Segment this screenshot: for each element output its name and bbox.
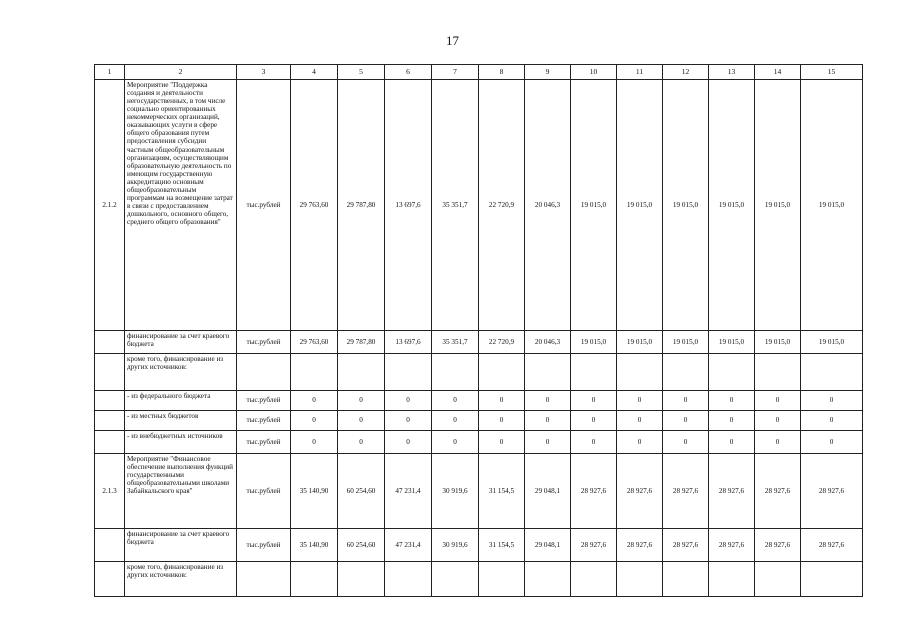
column-number-cell: 13	[709, 65, 755, 80]
column-number-cell: 3	[237, 65, 291, 80]
unit-cell	[237, 562, 291, 597]
value-cell: 28 927,6	[617, 454, 663, 529]
value-cell: 47 231,4	[385, 454, 432, 529]
column-number-cell: 4	[291, 65, 338, 80]
value-cell	[709, 354, 755, 391]
table-row	[95, 454, 863, 529]
column-number-cell: 1	[95, 65, 125, 80]
description-cell: финансирование за счет краевого бюджета	[125, 331, 237, 354]
value-cell: 28 927,6	[571, 529, 617, 562]
value-cell	[525, 354, 571, 391]
value-cell: 19 015,0	[755, 80, 801, 331]
value-cell: 29 763,60	[291, 80, 338, 331]
table-row	[95, 562, 863, 597]
value-cell: 29 787,80	[338, 331, 385, 354]
value-cell: 0	[801, 391, 863, 411]
description-cell: - из внебюджетных источников	[125, 431, 237, 454]
item-number-cell: 2.1.3	[95, 454, 125, 529]
value-cell: 0	[479, 431, 525, 454]
value-cell: 0	[525, 411, 571, 431]
value-cell: 0	[617, 391, 663, 411]
value-cell: 28 927,6	[663, 454, 709, 529]
column-number-cell: 10	[571, 65, 617, 80]
value-cell: 22 720,9	[479, 331, 525, 354]
value-cell	[801, 562, 863, 597]
value-cell: 29 787,80	[338, 80, 385, 331]
unit-cell: тыс.рублей	[237, 391, 291, 411]
value-cell	[291, 354, 338, 391]
column-number-cell: 11	[617, 65, 663, 80]
unit-cell: тыс.рублей	[237, 431, 291, 454]
value-cell: 35 351,7	[432, 331, 479, 354]
value-cell	[571, 354, 617, 391]
value-cell: 0	[385, 411, 432, 431]
value-cell: 13 697,6	[385, 331, 432, 354]
column-number-cell: 8	[479, 65, 525, 80]
item-number-cell	[95, 354, 125, 391]
value-cell	[617, 354, 663, 391]
item-number-cell	[95, 411, 125, 431]
value-cell: 0	[801, 431, 863, 454]
value-cell: 0	[291, 431, 338, 454]
value-cell: 19 015,0	[709, 80, 755, 331]
value-cell: 30 919,6	[432, 454, 479, 529]
value-cell: 0	[432, 391, 479, 411]
value-cell: 0	[663, 411, 709, 431]
value-cell: 28 927,6	[709, 529, 755, 562]
description-cell: - из федерального бюджета	[125, 391, 237, 411]
unit-cell: тыс.рублей	[237, 454, 291, 529]
value-cell: 19 015,0	[617, 331, 663, 354]
value-cell: 29 048,1	[525, 454, 571, 529]
description-cell: кроме того, финансирование из других источников:	[125, 562, 237, 597]
value-cell: 0	[432, 411, 479, 431]
table-row	[95, 529, 863, 562]
value-cell	[338, 562, 385, 597]
value-cell: 20 046,3	[525, 331, 571, 354]
table-row	[95, 431, 863, 454]
description-cell: кроме того, финансирование из других источников:	[125, 354, 237, 391]
value-cell: 0	[709, 411, 755, 431]
value-cell: 60 254,60	[338, 454, 385, 529]
value-cell: 0	[663, 431, 709, 454]
value-cell: 0	[663, 391, 709, 411]
value-cell: 0	[385, 431, 432, 454]
column-number-cell: 2	[125, 65, 237, 80]
value-cell: 19 015,0	[709, 331, 755, 354]
value-cell: 20 046,3	[525, 80, 571, 331]
value-cell: 28 927,6	[755, 454, 801, 529]
value-cell: 28 927,6	[709, 454, 755, 529]
column-number-cell: 15	[801, 65, 863, 80]
column-number-cell: 6	[385, 65, 432, 80]
item-number-cell: 2.1.2	[95, 80, 125, 331]
item-number-cell	[95, 529, 125, 562]
value-cell: 0	[385, 391, 432, 411]
table-row	[95, 411, 863, 431]
value-cell: 0	[571, 391, 617, 411]
value-cell: 47 231,4	[385, 529, 432, 562]
value-cell: 28 927,6	[571, 454, 617, 529]
value-cell: 29 763,60	[291, 331, 338, 354]
value-cell: 0	[338, 411, 385, 431]
budget-table	[94, 64, 863, 597]
value-cell: 0	[801, 411, 863, 431]
value-cell: 0	[709, 391, 755, 411]
value-cell: 31 154,5	[479, 529, 525, 562]
table-row	[95, 354, 863, 391]
value-cell	[479, 354, 525, 391]
unit-cell: тыс.рублей	[237, 80, 291, 331]
column-number-cell: 9	[525, 65, 571, 80]
description-cell: - из местных бюджетов	[125, 411, 237, 431]
value-cell: 35 140,90	[291, 454, 338, 529]
value-cell: 30 919,6	[432, 529, 479, 562]
table-row	[95, 80, 863, 331]
value-cell: 0	[525, 431, 571, 454]
item-number-cell	[95, 391, 125, 411]
value-cell	[385, 354, 432, 391]
table-row	[95, 331, 863, 354]
value-cell: 29 048,1	[525, 529, 571, 562]
value-cell: 0	[755, 391, 801, 411]
unit-cell	[237, 354, 291, 391]
header-row	[95, 65, 863, 80]
column-number-cell: 14	[755, 65, 801, 80]
value-cell: 13 697,6	[385, 80, 432, 331]
value-cell: 22 720,9	[479, 80, 525, 331]
value-cell	[801, 354, 863, 391]
item-number-cell	[95, 331, 125, 354]
value-cell: 0	[338, 391, 385, 411]
value-cell: 0	[338, 431, 385, 454]
value-cell	[291, 562, 338, 597]
value-cell: 19 015,0	[801, 80, 863, 331]
value-cell: 19 015,0	[755, 331, 801, 354]
value-cell	[755, 562, 801, 597]
value-cell: 60 254,60	[338, 529, 385, 562]
unit-cell: тыс.рублей	[237, 331, 291, 354]
value-cell: 0	[709, 431, 755, 454]
value-cell: 19 015,0	[617, 80, 663, 331]
value-cell	[755, 354, 801, 391]
value-cell	[385, 562, 432, 597]
value-cell: 28 927,6	[663, 529, 709, 562]
value-cell: 0	[479, 391, 525, 411]
item-number-cell	[95, 562, 125, 597]
value-cell: 31 154,5	[479, 454, 525, 529]
value-cell: 0	[571, 431, 617, 454]
value-cell: 0	[291, 411, 338, 431]
column-number-cell: 7	[432, 65, 479, 80]
value-cell: 19 015,0	[571, 331, 617, 354]
value-cell: 0	[755, 411, 801, 431]
value-cell: 0	[525, 391, 571, 411]
unit-cell: тыс.рублей	[237, 529, 291, 562]
value-cell	[338, 354, 385, 391]
value-cell: 35 351,7	[432, 80, 479, 331]
value-cell: 28 927,6	[617, 529, 663, 562]
value-cell: 0	[617, 431, 663, 454]
value-cell	[432, 354, 479, 391]
value-cell: 28 927,6	[755, 529, 801, 562]
value-cell: 0	[432, 431, 479, 454]
item-number-cell	[95, 431, 125, 454]
description-cell: финансирование за счет краевого бюджета	[125, 529, 237, 562]
column-number-cell: 5	[338, 65, 385, 80]
value-cell	[432, 562, 479, 597]
value-cell: 19 015,0	[663, 80, 709, 331]
value-cell: 19 015,0	[571, 80, 617, 331]
value-cell: 0	[755, 431, 801, 454]
value-cell	[709, 562, 755, 597]
table-row	[95, 391, 863, 411]
unit-cell: тыс.рублей	[237, 411, 291, 431]
value-cell: 0	[291, 391, 338, 411]
value-cell	[525, 562, 571, 597]
value-cell: 35 140,90	[291, 529, 338, 562]
description-cell: Мероприятие "Поддержка создания и деятельности негосударственных, в том числе социально ориентированных некоммерческих организаций, оказывающих услуги в сфере общего образования путем предоставления субсидии частным общеобразовательным организациям, осуществляющим образовательную деятельность по имеющим государственную аккредитацию основным общеобразовательным программам на возмещение затрат в связи с предоставлением дошкольного, основного общего, среднего общего образования"	[125, 80, 237, 331]
value-cell: 28 927,6	[801, 454, 863, 529]
value-cell	[663, 354, 709, 391]
description-cell: Мероприятие "Финансовое обеспечение выполнения функций государственными общеобразовательными школами Забайкальского края"	[125, 454, 237, 529]
value-cell	[617, 562, 663, 597]
column-number-cell: 12	[663, 65, 709, 80]
value-cell: 19 015,0	[663, 331, 709, 354]
value-cell: 19 015,0	[801, 331, 863, 354]
value-cell: 0	[479, 411, 525, 431]
value-cell	[479, 562, 525, 597]
page-number: 17	[446, 33, 459, 48]
value-cell: 0	[617, 411, 663, 431]
value-cell	[663, 562, 709, 597]
value-cell: 28 927,6	[801, 529, 863, 562]
value-cell	[571, 562, 617, 597]
value-cell: 0	[571, 411, 617, 431]
